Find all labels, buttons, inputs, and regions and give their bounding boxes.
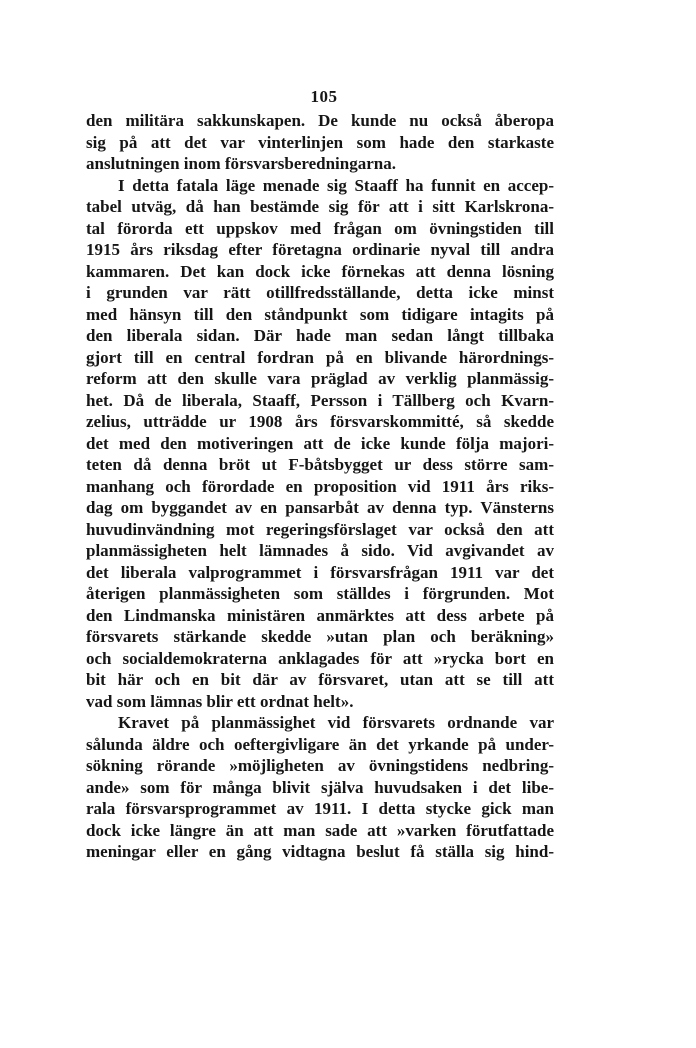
text-line: dag om byggandet av en pansarbåt av denna typ. Vänsterns	[86, 498, 554, 517]
text-line: meningar eller en gång vidtagna beslut få ställa sig hind-	[86, 842, 554, 861]
text-line: bit här och en bit där av försvaret, utan att se till att	[86, 670, 554, 689]
text-line: den Lindmanska ministären anmärktes att dess arbete på	[86, 605, 554, 625]
page-number: 105	[310, 87, 338, 106]
text-line: reform att den skulle vara präglad av verklig planmässig-	[86, 369, 554, 388]
text-line: planmässigheten helt lämnades å sido. Vid avgivandet av	[86, 541, 554, 560]
text-line: Kravet på planmässighet vid försvarets ordnande var	[118, 713, 554, 732]
text-line: återigen planmässigheten som ställdes i förgrunden. Mot	[86, 584, 554, 603]
text-line: försvarets stärkande skedde »utan plan och beräkning»	[86, 627, 554, 646]
text-line: tabel utväg, då han bestämde sig för att i sitt Karlskrona-	[86, 197, 554, 216]
text-line: gjort till en central fordran på en blivande härordnings-	[86, 347, 554, 367]
text-line: manhang och förordade en proposition vid 1911 års riks-	[86, 476, 554, 496]
text-line: zelius, utträdde ur 1908 års försvarskommitté, så skedde	[86, 412, 554, 431]
text-line: det liberala valprogrammet i försvarsfrågan 1911 var det	[86, 562, 554, 582]
text-line: den militära sakkunskapen. De kunde nu också åberopa	[86, 111, 554, 130]
text-line: anslutningen inom försvarsberedningarna.	[86, 154, 396, 173]
text-line: I detta fatala läge menade sig Staaff ha funnit en accep-	[118, 175, 554, 195]
text-line: den liberala sidan. Där hade man sedan långt tillbaka	[86, 326, 554, 345]
text-line: ande» som för många blivit själva huvudsaken i det libe-	[86, 777, 554, 797]
text-line: rala försvarsprogrammet av 1911. I detta stycke gick man	[86, 799, 554, 818]
text-line: sökning rörande »möjligheten av övningstidens nedbring-	[86, 756, 554, 775]
text-line: het. Då de liberala, Staaff, Persson i Tällberg och Kvarn-	[86, 390, 554, 410]
body-text	[86, 110, 554, 863]
text-line: kammaren. Det kan dock icke förnekas att denna lösning	[86, 261, 554, 281]
text-line: det med den motiveringen att de icke kunde följa majori-	[86, 433, 554, 453]
text-line: med hänsyn till den ståndpunkt som tidigare intagits på	[86, 304, 554, 324]
text-line: vad som lämnas blir ett ordnat helt».	[86, 691, 354, 711]
text-line: i grunden var rätt otillfredsställande, detta icke minst	[86, 283, 554, 302]
text-line: huvudinvändning mot regeringsförslaget var också den att	[86, 519, 554, 539]
text-line: sig på att det var vinterlinjen som hade den starkaste	[86, 132, 554, 152]
text-line: 1915 års riksdag efter företagna ordinarie nyval till andra	[86, 240, 554, 259]
text-line: teten då denna bröt ut F-båtsbygget ur dess större sam-	[86, 455, 554, 474]
text-line: sålunda äldre och oeftergivligare än det yrkande på under-	[86, 734, 554, 754]
text-line: tal förorda ett uppskov med frågan om övningstiden till	[86, 218, 554, 238]
text-line: och socialdemokraterna anklagades för att »rycka bort en	[86, 648, 554, 668]
text-line: dock icke längre än att man sade att »varken förutfattade	[86, 820, 554, 840]
